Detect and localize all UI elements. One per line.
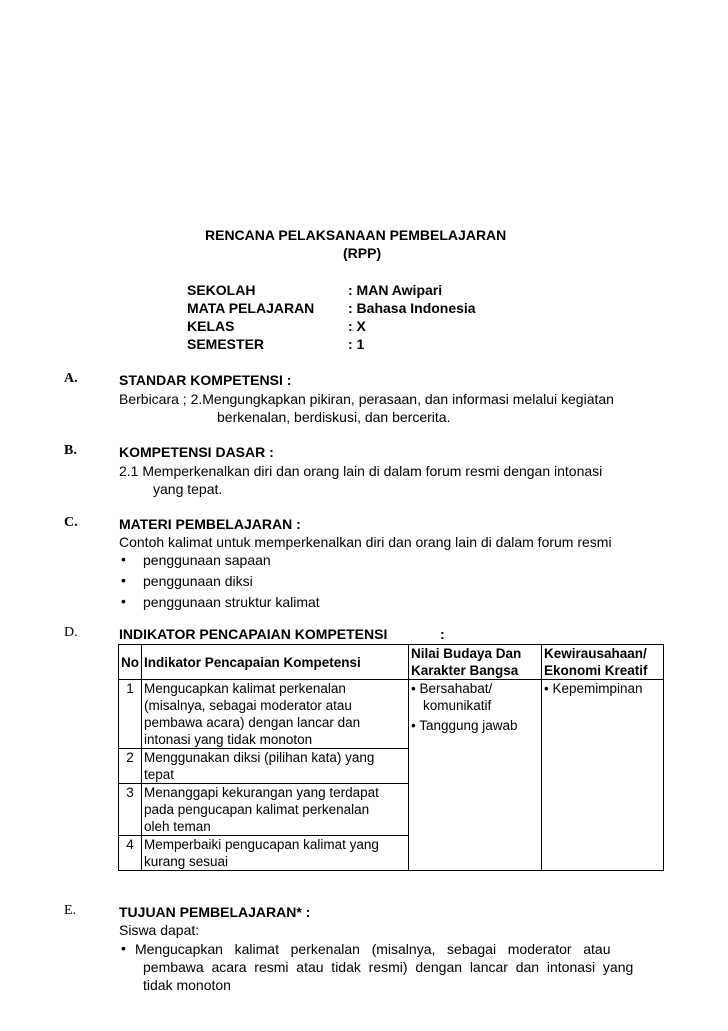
section-text: Berbicara ; 2.Mengungkapkan pikiran, perasaan, dan informasi melalui kegiatan — [119, 391, 614, 407]
row-line: Memperbaiki pengucapan kalimat yang — [144, 837, 379, 852]
section-letter: B. — [64, 443, 77, 458]
identity-label: KELAS — [187, 318, 235, 334]
table-row — [119, 680, 664, 749]
nilai-cell — [409, 680, 542, 871]
doc-title: RENCANA PELAKSANAAN PEMBELAJARAN — [205, 227, 507, 243]
identity-value: : 1 — [348, 336, 365, 352]
row-line: tepat — [144, 767, 175, 782]
row-line: (misalnya, sebagai moderator atau — [144, 698, 352, 713]
row-line: Menggunakan diksi (pilihan kata) yang — [144, 750, 375, 765]
bullet-icon: • — [121, 940, 126, 956]
identity-value: : X — [348, 318, 366, 334]
section-heading: INDIKATOR PENCAPAIAN KOMPETENSI — [119, 626, 388, 642]
section-heading: KOMPETENSI DASAR : — [119, 444, 274, 460]
list-item: penggunaan struktur kalimat — [143, 594, 320, 610]
section-colon: : — [440, 626, 445, 642]
identity-value: : Bahasa Indonesia — [348, 300, 476, 316]
section-text: Contoh kalimat untuk memperkenalkan diri dan orang lain di dalam forum resmi — [119, 534, 612, 550]
list-item: penggunaan diksi — [143, 573, 253, 589]
row-line: kurang sesuai — [144, 854, 229, 869]
identity-label: SEKOLAH — [187, 282, 256, 298]
header-nilai-line: Nilai Budaya Dan — [411, 646, 522, 661]
row-indikator — [142, 836, 409, 871]
section-letter: C. — [64, 515, 78, 530]
nilai-item: • Bersahabat/ — [411, 681, 493, 696]
section-letter: A. — [64, 371, 78, 386]
identity-label: MATA PELAJARAN — [187, 300, 315, 316]
identity-label: SEMESTER — [187, 336, 265, 352]
section-heading: TUJUAN PEMBELAJARAN* : — [119, 904, 311, 920]
header-kewirausahaan — [542, 645, 664, 680]
row-line: oleh teman — [144, 819, 211, 834]
bullet-icon: • — [121, 551, 126, 567]
list-item: tidak monoton — [143, 977, 231, 993]
row-indikator — [142, 680, 409, 749]
header-nilai — [409, 645, 542, 680]
table-header-row — [119, 645, 664, 680]
row-line: intonasi yang tidak monoton — [144, 732, 313, 747]
section-heading: STANDAR KOMPETENSI : — [119, 372, 292, 388]
bullet-icon: • — [121, 572, 126, 588]
section-text: yang tepat. — [153, 481, 223, 497]
section-text: Siswa dapat: — [119, 922, 200, 938]
row-no: 3 — [119, 784, 142, 836]
header-kewira-line: Kewirausahaan/ — [544, 646, 647, 661]
indicator-table — [118, 644, 664, 871]
header-indikator: Indikator Pencapaian Kompetensi — [142, 645, 409, 680]
doc-subtitle: (RPP) — [343, 245, 382, 261]
list-item: penggunaan sapaan — [143, 552, 271, 568]
row-no: 1 — [119, 680, 142, 749]
row-no: 4 — [119, 836, 142, 871]
header-kewira-line: Ekonomi Kreatif — [544, 663, 648, 678]
list-item: pembawa acara resmi atau tidak resmi) dengan lancar dan intonasi yang — [143, 959, 634, 975]
kewira-cell — [542, 680, 664, 871]
row-indikator — [142, 749, 409, 784]
row-no: 2 — [119, 749, 142, 784]
section-text: 2.1 Memperkenalkan diri dan orang lain di dalam forum resmi dengan intonasi — [119, 463, 603, 479]
list-item: Mengucapkan kalimat perkenalan (misalnya, sebagai moderator atau — [135, 941, 611, 957]
row-line: pembawa acara) dengan lancar dan — [144, 715, 361, 730]
row-indikator — [142, 784, 409, 836]
section-letter: D. — [64, 625, 78, 640]
section-heading: MATERI PEMBELAJARAN : — [119, 516, 301, 532]
section-letter: E. — [64, 903, 77, 918]
identity-value: : MAN Awipari — [348, 282, 443, 298]
header-nilai-line: Karakter Bangsa — [411, 663, 519, 678]
kewira-item: • Kepemimpinan — [544, 681, 643, 696]
header-no: No — [119, 645, 142, 680]
row-line: pada pengucapan kalimat perkenalan — [144, 802, 370, 817]
nilai-item: • Tanggung jawab — [411, 718, 518, 733]
row-line: Menanggapi kekurangan yang terdapat — [144, 785, 379, 800]
section-text: berkenalan, berdiskusi, dan bercerita. — [217, 409, 451, 425]
bullet-icon: • — [121, 593, 126, 609]
nilai-item: komunikatif — [423, 698, 492, 713]
row-line: Mengucapkan kalimat perkenalan — [144, 681, 346, 696]
